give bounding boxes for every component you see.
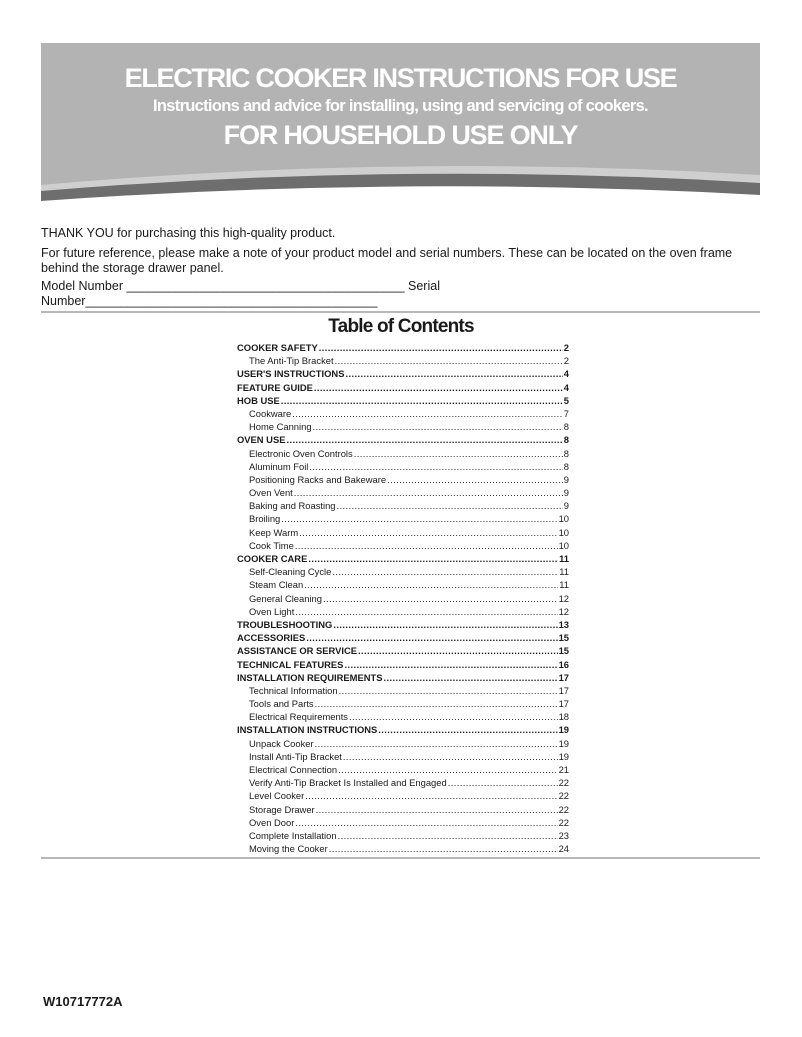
- toc-leader-dots: [309, 460, 562, 473]
- toc-entry-label: TROUBLESHOOTING: [237, 618, 333, 630]
- toc-entry[interactable]: [237, 789, 569, 802]
- toc-entry-label: Cook Time: [249, 539, 294, 551]
- toc-entry[interactable]: [237, 552, 569, 565]
- toc-entry-page: 12: [558, 605, 569, 617]
- toc-entry-label: Tools and Parts: [249, 698, 314, 710]
- toc-entry[interactable]: [237, 697, 569, 710]
- toc-entry-page: 8: [563, 447, 569, 459]
- document-subtitle: Instructions and advice for installing, using and servicing of cookers.: [153, 97, 648, 115]
- toc-entry-label: General Cleaning: [249, 592, 322, 604]
- toc-entry-label: Electronic Oven Controls: [249, 447, 353, 459]
- toc-leader-dots: [339, 684, 558, 697]
- toc-entry-label: Level Cooker: [249, 790, 305, 802]
- toc-entry-label: ASSISTANCE OR SERVICE: [237, 645, 357, 657]
- toc-entry-page: 8: [563, 434, 569, 446]
- toc-entry[interactable]: [237, 816, 569, 829]
- toc-entry-label: Technical Information: [249, 684, 338, 696]
- toc-entry[interactable]: [237, 750, 569, 763]
- toc-entry-page: 11: [559, 566, 569, 578]
- toc-entry[interactable]: [237, 737, 569, 750]
- toc-entry-page: 13: [558, 618, 569, 630]
- toc-entry-page: 22: [558, 803, 569, 815]
- toc-leader-dots: [292, 407, 563, 420]
- toc-entry-label: Install Anti-Tip Bracket: [249, 750, 342, 762]
- toc-entry-page: 18: [558, 711, 569, 723]
- toc-leader-dots: [345, 367, 562, 380]
- toc-entry-page: 10: [558, 539, 569, 551]
- toc-entry-page: 22: [558, 777, 569, 789]
- toc-entry-page: 23: [558, 829, 569, 841]
- toc-leader-dots: [332, 565, 558, 578]
- toc-entry-label: Complete Installation: [249, 829, 337, 841]
- toc-entry[interactable]: [237, 460, 569, 473]
- toc-entry-page: 17: [558, 684, 569, 696]
- toc-entry-label: Oven Light: [249, 605, 295, 617]
- toc-entry-page: 9: [563, 500, 569, 512]
- toc-leader-dots: [448, 776, 558, 789]
- toc-entry-page: 21: [558, 764, 569, 775]
- toc-leader-dots: [319, 341, 563, 354]
- toc-entry[interactable]: [237, 578, 569, 591]
- toc-entry[interactable]: [237, 447, 569, 460]
- toc-entry-page: 4: [563, 381, 569, 393]
- toc-heading: Table of Contents: [328, 316, 474, 337]
- toc-entry[interactable]: [237, 684, 569, 697]
- toc-entry-label: The Anti-Tip Bracket: [249, 355, 334, 367]
- toc-entry[interactable]: [237, 526, 569, 539]
- toc-leader-dots: [315, 697, 558, 710]
- toc-entry[interactable]: [237, 763, 569, 776]
- toc-entry-page: 19: [558, 724, 569, 736]
- toc-entry-page: 11: [559, 553, 569, 564]
- toc-entry-page: 19: [558, 750, 569, 762]
- toc-entry[interactable]: [237, 776, 569, 789]
- toc-entry[interactable]: [237, 367, 569, 380]
- toc-entry[interactable]: [237, 433, 569, 446]
- toc-leader-dots: [299, 526, 557, 539]
- toc-entry[interactable]: [237, 723, 569, 736]
- toc-entry-label: TECHNICAL FEATURES: [237, 658, 344, 670]
- toc-entry[interactable]: [237, 829, 569, 842]
- toc-entry[interactable]: [237, 499, 569, 512]
- toc-entry-label: HOB USE: [237, 394, 280, 406]
- toc-leader-dots: [316, 803, 558, 816]
- toc-entry-page: 15: [558, 632, 569, 644]
- toc-entry-page: 16: [558, 658, 569, 670]
- toc-entry-label: Broiling: [249, 513, 281, 525]
- toc-entry[interactable]: [237, 803, 569, 816]
- toc-entry-page: 7: [563, 407, 569, 419]
- toc-entry-label: Steam Clean: [249, 579, 304, 591]
- toc-leader-dots: [286, 433, 562, 446]
- toc-leader-dots: [295, 539, 558, 552]
- toc-entry[interactable]: [237, 671, 569, 684]
- toc-entry-label: Positioning Racks and Bakeware: [249, 473, 387, 485]
- toc-leader-dots: [281, 394, 563, 407]
- toc-entry[interactable]: [237, 658, 569, 671]
- model-number-field: Model Number ________________________________________: [41, 279, 405, 293]
- toc-leader-dots: [335, 354, 563, 367]
- toc-entry[interactable]: [237, 539, 569, 552]
- toc-entry[interactable]: [237, 486, 569, 499]
- toc-entry-label: INSTALLATION INSTRUCTIONS: [237, 724, 378, 736]
- toc-leader-dots: [358, 644, 558, 657]
- toc-entry-page: 5: [563, 394, 569, 406]
- toc-entry[interactable]: [237, 341, 569, 354]
- toc-leader-dots: [343, 750, 558, 763]
- toc-entry-page: 17: [558, 671, 569, 683]
- toc-entry[interactable]: [237, 420, 569, 433]
- serial-number-field: Serial Number__________________________________________: [41, 279, 440, 308]
- toc-entry-label: Storage Drawer: [249, 803, 315, 815]
- toc-leader-dots: [338, 829, 558, 842]
- toc-entry-label: Home Canning: [249, 421, 312, 433]
- toc-entry-label: Moving the Cooker: [249, 843, 328, 855]
- document-number: W10717772A: [43, 994, 123, 1009]
- toc-entry-page: 4: [563, 368, 569, 380]
- toc-entry-label: Cookware: [249, 407, 292, 419]
- toc-leader-dots: [337, 499, 563, 512]
- toc-entry[interactable]: [237, 644, 569, 657]
- household-notice: FOR HOUSEHOLD USE ONLY: [223, 120, 578, 150]
- toc-entry-page: 9: [563, 473, 569, 485]
- top-divider: [41, 311, 760, 313]
- toc-entry[interactable]: [237, 473, 569, 486]
- toc-entry-page: 22: [558, 816, 569, 828]
- table-of-contents: [237, 341, 569, 855]
- toc-entry-page: 8: [563, 421, 569, 433]
- toc-leader-dots: [387, 473, 563, 486]
- toc-entry-label: COOKER CARE: [237, 553, 308, 564]
- toc-entry-label: INSTALLATION REQUIREMENTS: [237, 671, 383, 683]
- toc-entry[interactable]: [237, 394, 569, 407]
- toc-leader-dots: [313, 420, 563, 433]
- toc-entry-page: 2: [563, 342, 569, 353]
- toc-entry[interactable]: [237, 592, 569, 605]
- toc-entry[interactable]: [237, 565, 569, 578]
- toc-entry-page: 24: [558, 843, 569, 855]
- toc-leader-dots: [305, 789, 557, 802]
- toc-leader-dots: [304, 578, 558, 591]
- toc-entry-page: 9: [563, 487, 569, 499]
- toc-leader-dots: [295, 605, 557, 618]
- toc-leader-dots: [383, 671, 557, 684]
- bottom-divider: [41, 857, 760, 859]
- model-serial-line: [41, 279, 761, 309]
- toc-entry-page: 17: [558, 698, 569, 710]
- toc-entry[interactable]: [237, 710, 569, 723]
- toc-entry-page: 10: [558, 513, 569, 525]
- toc-entry-label: Electrical Requirements: [249, 711, 348, 723]
- toc-entry-label: Oven Vent: [249, 487, 293, 499]
- toc-entry-label: COOKER SAFETY: [237, 342, 318, 353]
- toc-entry[interactable]: [237, 381, 569, 394]
- toc-leader-dots: [333, 618, 557, 631]
- toc-entry[interactable]: [237, 407, 569, 420]
- toc-entry-label: USER'S INSTRUCTIONS: [237, 368, 345, 380]
- toc-entry-page: 12: [558, 592, 569, 604]
- toc-leader-dots: [294, 486, 563, 499]
- toc-leader-dots: [308, 552, 558, 565]
- toc-entry-label: Self-Cleaning Cycle: [249, 566, 332, 578]
- toc-entry[interactable]: [237, 631, 569, 644]
- toc-entry-label: Aluminum Foil: [249, 460, 309, 472]
- toc-entry-page: 22: [558, 790, 569, 802]
- toc-leader-dots: [329, 842, 558, 855]
- document-title: ELECTRIC COOKER INSTRUCTIONS FOR USE: [124, 63, 677, 93]
- toc-entry-label: Verify Anti-Tip Bracket Is Installed and Engaged: [249, 777, 447, 789]
- toc-entry-label: Electrical Connection: [249, 764, 338, 775]
- toc-entry-label: FEATURE GUIDE: [237, 381, 313, 393]
- toc-entry[interactable]: [237, 605, 569, 618]
- toc-entry-page: 15: [558, 645, 569, 657]
- toc-entry-page: 2: [563, 355, 569, 367]
- toc-entry-page: 8: [563, 460, 569, 472]
- toc-leader-dots: [338, 763, 557, 776]
- toc-entry[interactable]: [237, 842, 569, 855]
- toc-entry-label: Keep Warm: [249, 526, 299, 538]
- toc-leader-dots: [349, 710, 558, 723]
- toc-leader-dots: [306, 631, 557, 644]
- header-banner: [41, 43, 760, 205]
- toc-leader-dots: [315, 737, 558, 750]
- toc-leader-dots: [354, 447, 563, 460]
- toc-entry[interactable]: [237, 512, 569, 525]
- toc-entry[interactable]: [237, 354, 569, 367]
- toc-entry-label: Baking and Roasting: [249, 500, 336, 512]
- toc-entry-label: Unpack Cooker: [249, 737, 314, 749]
- toc-entry-page: 11: [559, 579, 569, 591]
- toc-leader-dots: [295, 816, 557, 829]
- toc-entry-page: 19: [558, 737, 569, 749]
- toc-entry-label: ACCESSORIES: [237, 632, 306, 644]
- toc-entry[interactable]: [237, 618, 569, 631]
- reference-text: For future reference, please make a note of your product model and serial numbers. These can be located on the oven frame behind the storage drawer panel.: [41, 246, 733, 275]
- toc-leader-dots: [344, 658, 557, 671]
- toc-leader-dots: [323, 592, 558, 605]
- toc-entry-label: OVEN USE: [237, 434, 286, 446]
- toc-leader-dots: [281, 512, 557, 525]
- toc-entry-label: Oven Door: [249, 816, 295, 828]
- toc-leader-dots: [378, 723, 557, 736]
- thank-you-text: THANK YOU for purchasing this high-quality product.: [41, 226, 336, 240]
- toc-leader-dots: [314, 381, 563, 394]
- toc-entry-page: 10: [558, 526, 569, 538]
